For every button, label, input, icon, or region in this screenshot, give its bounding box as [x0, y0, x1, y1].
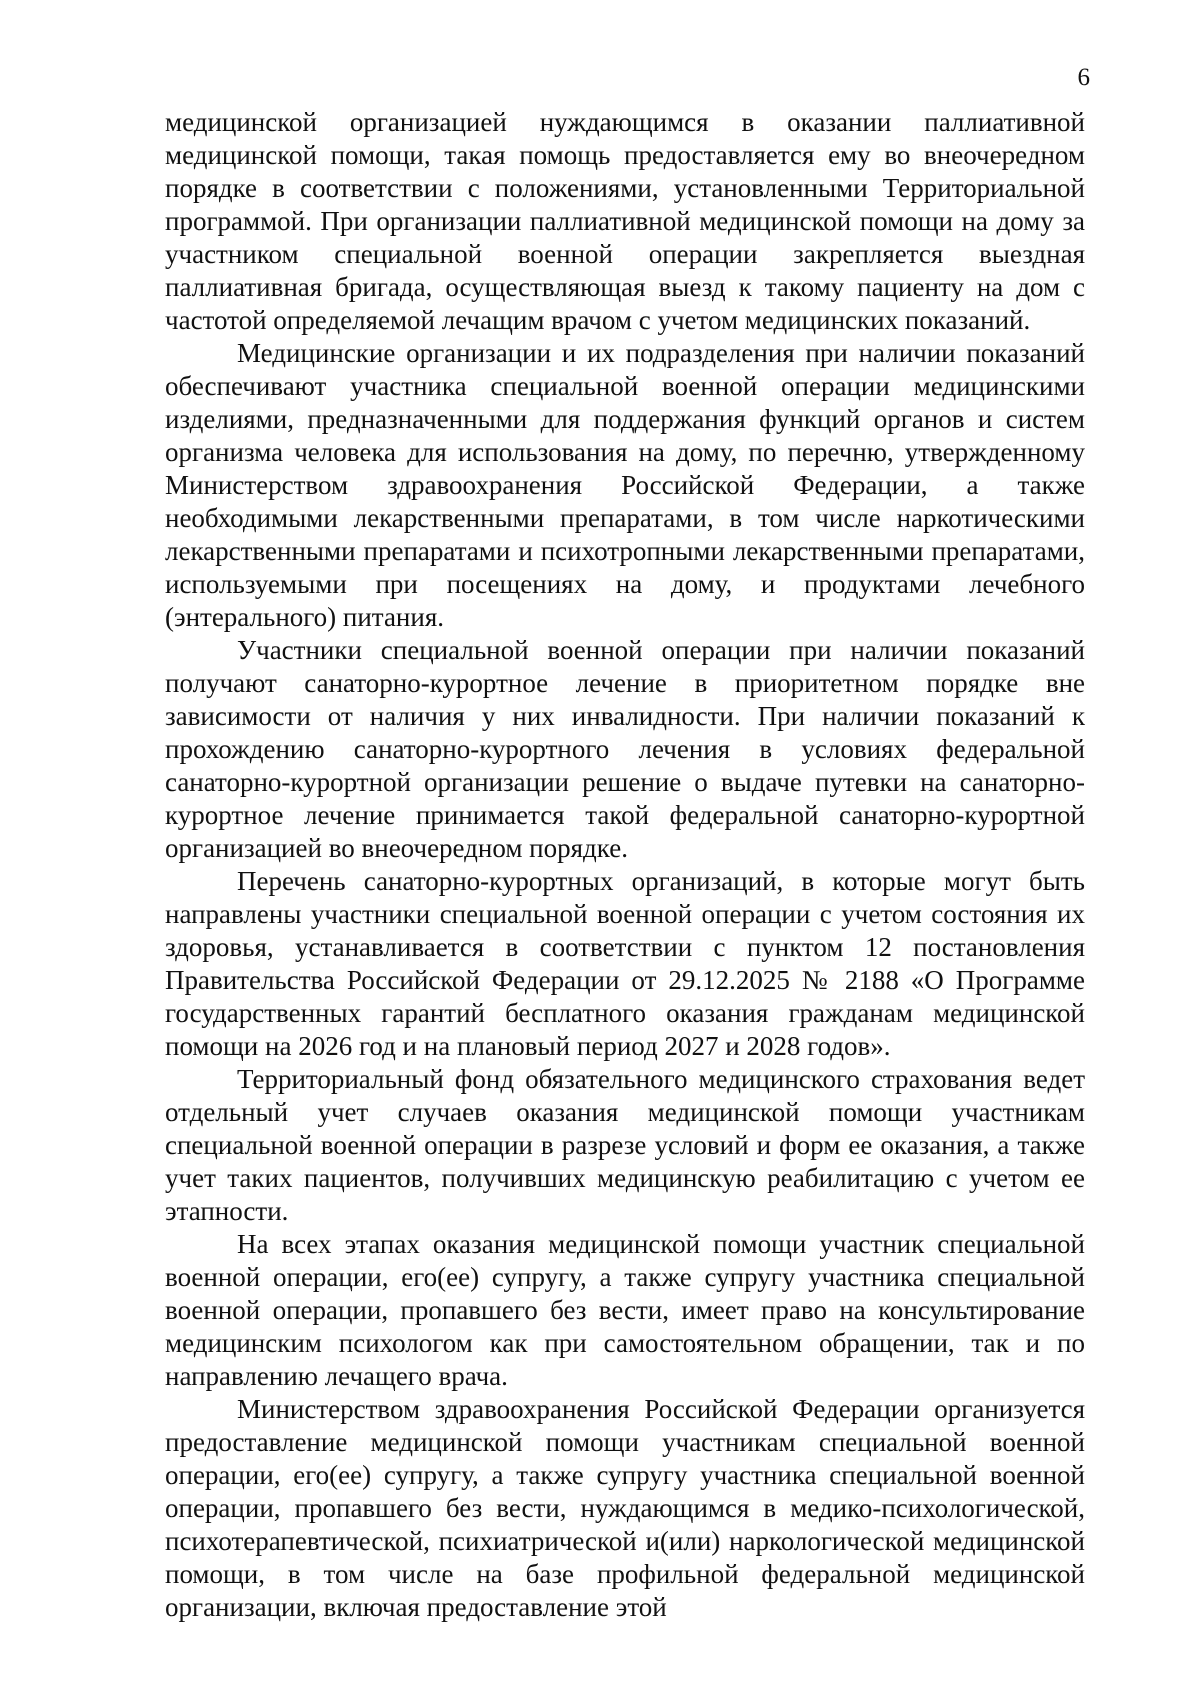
paragraph-insurance-fund: Территориальный фонд обязательного медицинского страхования ведет отдельный учет случаев оказания медицинской помощи участникам специальной военной операции в разрезе условий и форм ее оказания, а также учет таких пациентов, получивших медицинскую реабилитацию с учетом ее этапности.	[165, 1064, 1085, 1226]
paragraph-medical-devices: Медицинские организации и их подразделения при наличии показаний обеспечивают участника специальной военной операции медицинскими изделиями, предназначенными для поддержания функций органов и систем организма человека для использования на дому, по перечню, утвержденному Министерством здравоохранения Российской Федерации, а также необходимыми лекарственными препаратами, в том числе наркотическими лекарственными препаратами и психотропными лекарственными препаратами, используемыми при посещениях на дому, и продуктами лечебного (энтерального) питания.	[165, 338, 1085, 632]
paragraph-ministry-organization: Министерством здравоохранения Российской Федерации организуется предоставление медицинской помощи участникам специальной военной операции, его(ее) супругу, а также супругу участника специальной военной операции, пропавшего без вести, нуждающимся в медико-психологической, психотерапевтической, психиатрической и(или) наркологической медицинской помощи, в том числе на базе профильной федеральной медицинской организации, включая предоставление этой	[165, 1394, 1085, 1622]
document-body	[165, 106, 1085, 1624]
paragraph-continued-palliative: медицинской организацией нуждающимся в оказании паллиативной медицинской помощи, такая помощь предоставляется ему во внеочередном порядке в соответствии с положениями, установленными Территориальной программой. При организации паллиативной медицинской помощи на дому за участником специальной военной операции закрепляется выездная паллиативная бригада, осуществляющая выезд к такому пациенту на дом с частотой определяемой лечащим врачом с учетом медицинских показаний.	[165, 107, 1085, 335]
paragraph-psychologist-consult: На всех этапах оказания медицинской помощи участник специальной военной операции, его(ее) супругу, а также супругу участника специальной военной операции, пропавшего без вести, имеет право на консультирование медицинским психологом как при самостоятельном обращении, так и по направлению лечащего врача.	[165, 1229, 1085, 1391]
paragraph-sanatorium-treatment: Участники специальной военной операции при наличии показаний получают санаторно-курортное лечение в приоритетном порядке вне зависимости от наличия у них инвалидности. При наличии показаний к прохождению санаторно-курортного лечения в условиях федеральной санаторно-курортной организации решение о выдаче путевки на санаторно-курортное лечение принимается такой федеральной санаторно-курортной организацией во внеочередном порядке.	[165, 635, 1085, 863]
page-number: 6	[1077, 64, 1090, 91]
paragraph-sanatorium-list: Перечень санаторно-курортных организаций, в которые могут быть направлены участники специальной военной операции с учетом состояния их здоровья, устанавливается в соответствии с пунктом 12 постановления Правительства Российской Федерации от 29.12.2025 № 2188 «О Программе государственных гарантий бесплатного оказания гражданам медицинской помощи на 2026 год и на плановый период 2027 и 2028 годов».	[165, 866, 1085, 1061]
